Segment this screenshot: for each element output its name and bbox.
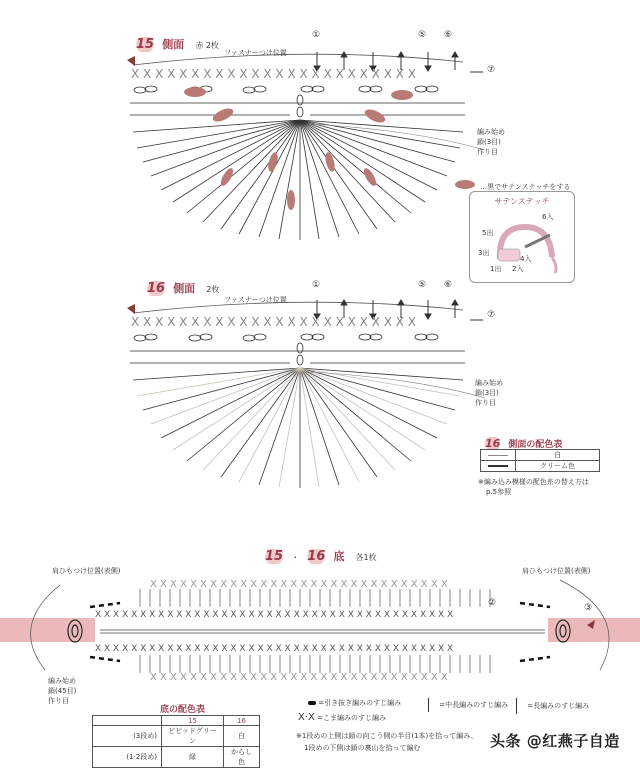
crochet-chart-15 xyxy=(125,40,495,245)
table-header-row: 15 16 xyxy=(93,716,260,726)
legend-slip: =引き抜き編みのすじ編み xyxy=(308,698,401,708)
marker-6: ⑥ xyxy=(444,30,453,40)
satin-label-3out: 3出 xyxy=(478,249,490,257)
legend-note-1: ※1段めの上側は鎖の向こう側の半目(1本)を拾って編み、 xyxy=(296,732,478,740)
satin-label-5out: 5出 xyxy=(482,229,494,237)
bottom-header: 15 ・ 16 底 各1枚 xyxy=(262,545,377,564)
table-row xyxy=(481,450,600,461)
marker-5: ⑤ xyxy=(418,30,427,40)
sc-icon: X·X xyxy=(298,712,315,723)
marker-7: ⑦ xyxy=(487,310,496,320)
diagram-title: 側面 xyxy=(162,38,185,51)
marker-1: ① xyxy=(312,30,321,40)
color-cell: 白 xyxy=(516,450,600,461)
zipper-label: ファスナーつけ位置 xyxy=(224,49,287,57)
strap-position-right: 肩ひもつけ位置(表側) xyxy=(522,567,591,575)
bottom-color-table-title: 底の配色表 xyxy=(160,705,206,715)
marker-2: ② xyxy=(488,598,497,608)
color-change-note: ※編み込み模様の配色糸の替え方は p.5参照 xyxy=(478,478,589,496)
svg-text:X X X X X X X X X X X X X X X: X X X X X X X X X X X X X X X X X X X X X X X X xyxy=(131,67,417,81)
satin-label-1out: 1出 xyxy=(490,265,502,273)
marker-3: ③ xyxy=(584,603,593,613)
legend-note-2: 1段めの下側は鎖の裏山を拾って編む xyxy=(304,744,421,752)
satin-label-2in: 2入 xyxy=(512,265,524,273)
diagram-subtitle: 2枚 xyxy=(206,285,220,294)
bottom-number-15: 15 xyxy=(262,549,286,564)
marker-5: ⑤ xyxy=(418,280,427,290)
satin-swatch xyxy=(455,180,475,189)
dc-icon xyxy=(516,698,517,714)
satin-label-4in: 4入 xyxy=(520,255,532,263)
legend-dc: =長編みのすじ編み xyxy=(516,698,589,714)
svg-text:X X X X X X X X X X X X X X X: X X X X X X X X X X X X X X X X X X X X X X X X X X X X X X xyxy=(150,672,448,683)
start-note-16: 編み始め 鎖(3目) 作り目 xyxy=(475,379,503,407)
diagram-subtitle: 赤 2枚 xyxy=(195,41,219,50)
bottom-number-16: 16 xyxy=(304,549,328,564)
legend-sc: X·X =こま編みのすじ編み xyxy=(298,712,386,723)
color-cell: クリーム色 xyxy=(516,461,600,472)
svg-text:X X X X X X X X X X X X X X X: X X X X X X X X X X X X X X X X X X X X X X X X X X X X X X X X X X X X X X X X xyxy=(95,644,454,654)
strap-position-left: 肩ひもつけ位置(表側) xyxy=(52,567,121,575)
table-title: 側面の配色表 xyxy=(508,440,563,450)
start-note-bottom: 編み始め 鎖(45目) 作り目 xyxy=(48,677,77,705)
svg-text:X X X X X X X X X X X X X X X: X X X X X X X X X X X X X X X X X X X X X X X X xyxy=(131,315,417,329)
svg-text:X X X X X X X X X X X X X X X: X X X X X X X X X X X X X X X X X X X X X X X X X X X X X X xyxy=(150,579,448,590)
bottom-title: 底 xyxy=(333,550,345,563)
hdc-icon xyxy=(428,698,429,712)
table-row: (3段め) ビビッドグリーン 白 xyxy=(93,726,260,747)
satin-label-6in: 6入 xyxy=(542,213,554,221)
marker-1: ① xyxy=(312,280,321,290)
crochet-chart-16 xyxy=(125,288,495,493)
satin-box-title: サテンステッチ xyxy=(494,197,550,206)
satin-legend-text: …黒でサテンステッチをする xyxy=(480,183,571,191)
start-note-15: 編み始め 鎖(3目) 作り目 xyxy=(477,128,505,156)
bottom-subtitle: 各1枚 xyxy=(355,553,377,562)
color-table-16 xyxy=(480,449,600,472)
satin-stitch-box xyxy=(469,191,575,283)
table-row xyxy=(481,461,600,472)
svg-text:X X X X X X X X X X X X X X X: X X X X X X X X X X X X X X X X X X X X X X X X X X X X X X X X X X X X X X X X xyxy=(95,610,454,620)
zipper-label: ファスナーつけ位置 xyxy=(224,296,287,304)
watermark: 头条 @红燕子自造 xyxy=(490,732,620,750)
legend-hdc: =中長編みのすじ編み xyxy=(428,698,508,712)
diagram-number: 16 xyxy=(144,281,168,296)
marker-7: ⑦ xyxy=(487,65,496,75)
table-row: (1·2段め) 緑 からし色 xyxy=(93,747,260,768)
diagram-number: 15 xyxy=(133,37,157,52)
slip-stitch-icon xyxy=(308,701,316,705)
marker-6: ⑥ xyxy=(444,280,453,290)
table-number: 16 xyxy=(482,437,503,450)
bottom-color-table xyxy=(92,715,260,768)
diagram-title: 側面 xyxy=(173,282,196,295)
crochet-chart-bottom xyxy=(0,575,640,685)
